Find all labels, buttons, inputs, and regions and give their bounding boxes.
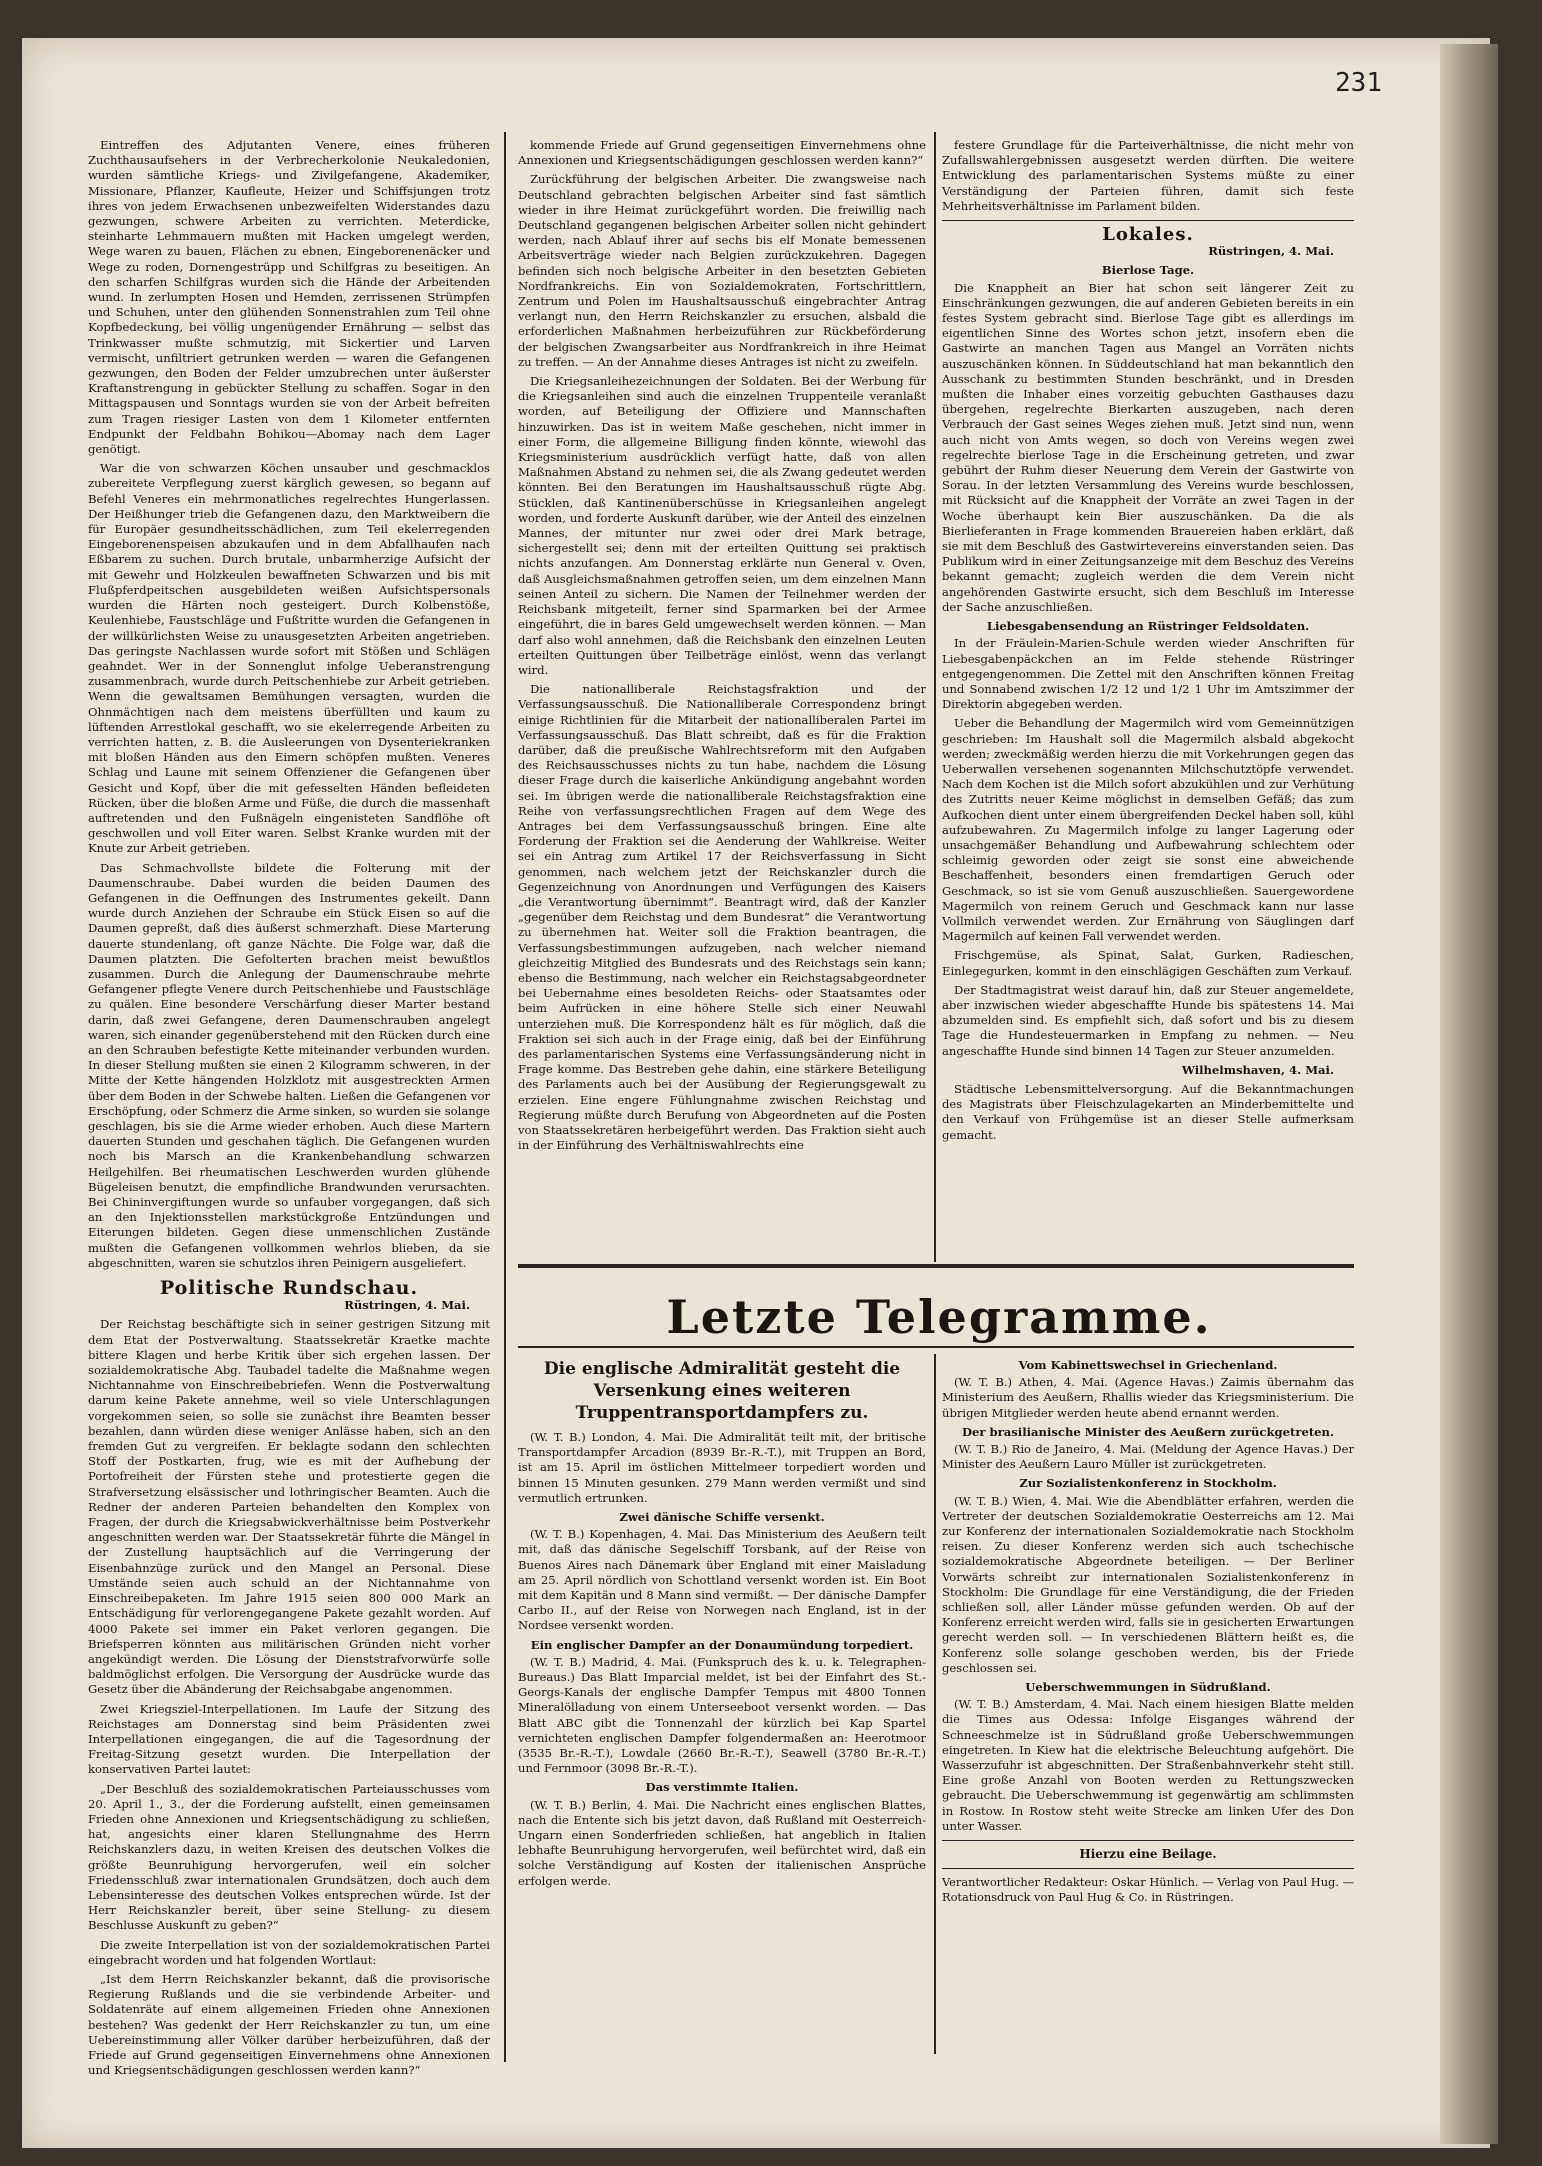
col1-article [88,138,490,1271]
telegram-paragraph: (W. T. B.) Wien, 4. Mai. Wie die Abendblätter erfahren, werden die Vertreter der deutschen Sozialdemokratie Oesterreichs am 12. Mai zur Konferenz der internationalen Sozialdemokratie nach Stockholm reisen. Zu dieser Konferenz werden sich auch tschechische sozialdemokratische Abgeordnete beteiligen. — Der Berliner Vorwärts schreibt zur internationalen Sozialistenkonferenz in Stockholm: Die Grundlage für eine Verständigung, die der Frieden schließen soll, aller Länder müsse gefunden werden. Ob auf der Konferenz erreicht werden wird, falls sie in gesicherten Erwartungen gerecht werden soll. — In verschiedenen Blättern heißt es, die Konferenz solle solange geschoben werden, bis der Friede geschlossen sei. [942,1493,1354,1675]
telegram-paragraph: (W. T. B.) Madrid, 4. Mai. (Funkspruch des k. u. k. Telegraphen-Bureaus.) Das Blatt Imparcial meldet, ist bei der Einfahrt des St.-Georgs-Kanals der englische Dampfer Tempus mit 4800 Tonnen Mineralölladung von einem Unterseeboot versenkt worden. — Das Blatt ABC gibt die Tonnenzahl der kürzlich bei Kap Spartel vernichteten englischen Dampfer folgendermaßen an: Heerotmoor (3535 Br.-R.-T.), Lowdale (2660 Br.-R.-T.), Seawell (3780 Br.-R.-T.) und Fernmoor (3098 Br.-R.-T.). [518,1654,926,1776]
col1-paragraph: Eintreffen des Adjutanten Venere, eines früheren Zuchthausaufsehers in der Verbrecherkolonie Neukaledonien, wurden sämtliche Kriegs- und Zivilgefangene, Akademiker, Missionare, Pflanzer, Kaufleute, Heizer und Schiffsjungen trotz ihres von jedem Erwachsenen unbezweifelten Widerstandes dazu gezwungen, schwere Arbeiten zu verrichten. Meterdicke, steinharte Lehmmauern mußten mit Hacken umgelegt werden, Wege waren zu bauen, Flächen zu ebnen, Eingeborenenäcker und Wege zu roden, Dornengestrüpp und Schilfgras zu beseitigen. An den scharfen Schilfgras wurden sich die Hände der Arbeitenden wund. In zerlumpten Hosen und Hemden, zerrissenen Strümpfen und Schuhen, unter den glühenden Sonnenstrahlen zum Teil ohne Kopfbedeckung, bei völlig ungenügender Ernährung — selbst das Trinkwasser mußte schmutzig, mit Sickertier und Larven vermischt, unfiltriert getrunken werden — waren die Gefangenen gezwungen, den Boden der Felder umzubrechen unter äußerster Kraftanstrengung in gebückter Stellung zu schaffen. Sogar in den Mittagspausen und Sonntags wurden sie von der Arbeit befreiten zum Tragen riesiger Lasten von dem 1 Kilometer entfernten Endpunkt der Feldbahn Bohikou—Abomay nach dem Lager genötigt. [88,138,490,457]
telegramme-title: Letzte Telegramme. [666,1290,1212,1344]
dateline: Wilhelmshaven, 4. Mai. [1181,1062,1334,1077]
telegram-paragraph: (W. T. B.) Athen, 4. Mai. (Agence Havas.) Zaimis übernahm das Ministerium des Aeußern, Rhallis wieder das Kriegsministerium. Die übrigen Mitglieder werden heute abend ernannt werden. [942,1375,1354,1420]
lead-headline: Die englische Admiralität gesteht die Versenkung eines weiteren Truppentransportdampfers zu. [543,1359,901,1423]
column-rule [504,132,506,2062]
section-rule [942,1840,1354,1841]
telegram-subhead: Vom Kabinettswechsel in Griechenland. [1018,1358,1278,1372]
book-binding-edge [1440,44,1498,2144]
col2-paragraph: Die Kriegsanleihezeichnungen der Soldaten. Bei der Werbung für die Kriegsanleihen sind auch die einzelnen Truppenteile veranlaßt worden, auf Beteiligung der Offiziere und Mannschaften hinzuwirken. Das ist in weitem Maße geschehen, nicht immer in einer Form, die allgemeine Billigung finden könnte, wiewohl das Kriegsministerium ausdrücklich verfügt hatte, daß von allen Maßnahmen Abstand zu nehmen sei, die als Zwang gedeutet werden könnten. Bei den Beratungen im Haushaltsausschuß rügte Abg. Stücklen, daß Kantinenüberschüsse in Kriegsanleihen angelegt worden, und forderte Auskunft darüber, wie der Anteil des einzelnen Mannes, der mitunter nur zwei oder drei Mark betrage, sichergestellt sei; denn mit der erteilten Quittung sei praktisch nichts anzufangen. Am Donnerstag erklärte nun General v. Oven, daß Ausgleichsmaßnahmen getroffen seien, um dem einzelnen Mann seinen Anteil zu sichern. Die Namen der Teilnehmer werden der Reichsbank mitgeteilt, ferner sind Sparmarken bei der Armee eingeführt, die in bares Geld umgewechselt werden können. — Man darf also wohl annehmen, daß die Reichsbank den einzelnen Leuten erteilten Quittungen über Teilbeträge einlöst, wenn das verlangt wird. [518,374,926,677]
section-title: Lokales. [1102,224,1194,246]
lokales-paragraph: Frischgemüse, als Spinat, Salat, Gurken, Radieschen, Einlegegurken, kommt in den einschlägigen Geschäften zum Verkauf. [942,948,1354,978]
telegram-paragraph: (W. T. B.) Rio de Janeiro, 4. Mai. (Meldung der Agence Havas.) Der Minister des Aeußern Lauro Müller ist zurückgetreten. [942,1442,1354,1472]
col1-paragraph: War die von schwarzen Köchen unsauber und geschmacklos zubereitete Verpflegung zuerst kärglich gewesen, so begann auf Befehl Veneres ein mehrmonatliches regelrechtes Hungerlassen. Der Heißhunger trieb die Gefangenen dazu, den Marktweibern die für Europäer gesundheitsschädlichen, zum Teil ekelerregenden Eingeborenenspeisen abzukaufen und in dem Abfallhaufen nach Eßbarem zu suchen. Durch brutale, unbarmherzige Aufsicht der mit Gewehr und Holzkeulen bewaffneten Schwarzen und bis mit Flußpferdpeitschen ausgebildeten weißen Aufsichtspersonals wurden die Härten noch gesteigert. Durch Kolbenstöße, Keulenhiebe, Faustschläge und Fußtritte wurden die Gefangenen in der willkürlichsten Weise zu unausgesetzten Arbeiten angetrieben. Das geringste Nachlassen wurde sofort mit Stößen und Schlägen geahndet. Wer in der Sonnenglut infolge Ueberanstrengung zusammenbrach, wurde durch Peitschenhiebe zur Arbeit getrieben. Wenn die gewaltsamen Bemühungen versagten, wurden die Ohnmächtigen nach dem meistens überfüllten und kaum zu lüftenden Arrestlokal geschafft, wo sie ekelerregende Arbeiten zu verrichten hatten, z. B. die Ausleerungen von Dysenteriekranken mit bloßen Händen aus den Eimern schöpfen mußten. Veneres Schlag und Laune mit seinem Offenziener die Gefangenen über Gesicht und Kopf, über die mit gefesselten Händen befleideten Rücken, über die bloßen Arme und Füße, die durch die massenhaft auftretenden und den Fußnägeln eingenisteten Sandflöhe oft geschwollen und voll Eiter waren. Selbst Kranke wurden mit der Knute zur Arbeit getrieben. [88,461,490,856]
telegram-paragraph: (W. T. B.) London, 4. Mai. Die Admiralität teilt mit, der britische Transportdampfer Arcadion (8939 Br.-R.-T.), mit Truppen an Bord, ist am 15. April im östlichen Mittelmeer torpediert worden und binnen 15 Minuten gesunken. 279 Mann werden vermißt und sind vermutlich ertrunken. [518,1430,926,1505]
dateline: Rüstringen, 4. Mai. [1208,244,1334,259]
column-rule [934,132,936,1262]
politische-paragraph: Zwei Kriegsziel-Interpellationen. Im Laufe der Sitzung des Reichstages am Donnerstag sind beim Präsidenten zwei Interpellationen eingegangen, die auf die Tagesordnung der Freitag-Sitzung gesetzt wurden. Die Interpellation der konservativen Partei lautet: [88,1701,490,1777]
beilage-note: Hierzu eine Beilage. [1079,1847,1217,1862]
col1-paragraph: Das Schmachvollste bildete die Folterung mit der Daumenschraube. Dabei wurden die beiden Daumen des Gefangenen in die Oeffnungen des Instrumentes gekeilt. Dann wurde durch Anziehen der Schraube ein Stück Eisen so auf die Daumen gepreßt, daß dies äußerst schmerzhaft. Diese Marterung dauerte stundenlang, oft ganze Nächte. Die Folge war, daß die Daumen platzten. Die Gefolterten brachen meist bewußtlos zusammen. Durch die Anlegung der Daumenschraube mehrte Gefangener pflegte Venere durch Peitschenhiebe und Faustschläge zu quälen. Eine besondere Verschärfung dieser Marter bestand darin, daß zwei Gefangene, deren Daumenschrauben angelegt waren, sich einander gegenüberstehend mit den Rücken durch eine an den Schrauben befestigte Kette miteinander verbunden wurden. In dieser Stellung mußten sie einen 2 Kilogramm schweren, in der Mitte der Kette hängenden Holzklotz mit ausgestreckten Armen über dem Boden in der Schwebe halten. Ließen die Gefangenen vor Erschöpfung, oder Schmerz die Arme sinken, so wurden sie solange geschlagen, bis sie die Arme wieder erhoben. Auch diese Martern dauerten Stunden und geschahen täglich. Die Gefangenen wurden noch bis Marsch an die Krankenbehandlung schwarzen Heilgehilfen. Bei rheumatischen Leschwerden wurden glühende Bügeleisen benutzt, die empfindliche Brandwunden verursachten. Bei Chininvergiftungen wurde so unfauber vorgegangen, daß sich an den Injektionsstellen markstückgroße Entzündungen und Eiterungen bildeten. Gegen diese unmenschlichen Zustände mußten die Gefangenen vollkommen wehrlos blieben, da sie abgeschnitten, waren sie schutzlos ihren Peinigern ausgeliefert. [88,860,490,1270]
lokales-paragraph: Ueber die Behandlung der Magermilch wird vom Gemeinnützigen geschrieben: Im Haushalt soll die Magermilch alsbald abgekocht werden; zweckmäßig werden hierzu die mit Vorkehrungen gegen das Ueberwallen versehenen sogenannten Milchschutztöpfe verwendet. Nach dem Kochen ist die Milch sofort abzukühlen und zur Verhütung des Zutritts neuer Keime möglichst in demselben Gefäß; das zum Aufkochen dient unter einem übergreifenden Deckel haben soll, kühl aufzubewahren. Zu Magermilch infolge zu langer Lagerung oder unsachgemäßer Behandlung und Aufbewahrung schlechtem oder schleimig geworden oder zeigt sie sonst eine abweichende Beschaffenheit, besonders einen fremdartigen Geruch oder Geschmack, so ist sie vom Genuß auszuschließen. Sauergewordene Magermilch von reinem Geruch und Geschmack kann nur lasse Vollmilch verwendet werden. Zur Ernährung von Säuglingen darf Magermilch auf keinen Fall verwendet werden. [942,716,1354,944]
imprint: Verantwortlicher Redakteur: Oskar Hünlich. — Verlag von Paul Hug. — Rotationsdruck von Paul Hug & Co. in Rüstringen. [942,1875,1354,1905]
telegram-subhead: Ein englischer Dampfer an der Donaumündung torpediert. [530,1637,914,1652]
col2-paragraph: Zurückführung der belgischen Arbeiter. Die zwangsweise nach Deutschland gebrachten belgischen Arbeiter sind fast sämtlich wieder in ihre Heimat zurückgeführt worden. Die freiwillig nach Deutschland gegangenen belgischen Arbeiter sollen nicht gehindert werden, nach Ablauf ihrer auf sechs bis elf Monate bemessenen Arbeitsverträge wieder nach Belgien zurückzukehren. Dagegen befinden sich noch belgische Arbeiter in den besetzten Gebieten Nordfrankreichs. Ein von Sozialdemokraten, Fortschrittlern, Zentrum und Polen im Haushaltsausschuß eingebrachter Antrag verlangt nun, den Herrn Reichskanzler zu ersuchen, alsbald die erforderlichen Maßnahmen herbeizuführen zur Rückbeförderung der belgischen Zwangsarbeiter aus Nordfrankreich in ihre Heimat zu treffen. — An der Annahme dieses Antrages ist nicht zu zweifeln. [518,172,926,369]
lokales-paragraph: In der Fräulein-Marien-Schule werden wieder Anschriften für Liebesgabenpäckchen an im Felde stehende Rüstringer entgegengenommen. Die Zettel mit den Anschriften können Freitag und Sonnabend zwischen 1/2 12 und 1/2 1 Uhr im Amtszimmer der Direktorin abgegeben werden. [942,636,1354,712]
article-subhead: Bierlose Tage. [1101,263,1195,278]
telegram-paragraph: (W. T. B.) Kopenhagen, 4. Mai. Das Ministerium des Aeußern teilt mit, daß das dänische Segelschiff Torsbank, auf der Reise von Buenos Aires nach Dänemark über England mit einer Maisladung am 25. April nördlich von Schottland versenkt worden ist. Ein Boot mit dem Kapitän und 8 Mann sind vermißt. — Der dänische Dampfer Carbo II., auf der Reise von Norwegen nach England, ist in der Nordsee versenkt worden. [518,1527,926,1633]
column-rule [934,1354,936,2054]
section-title: Politische Rundschau. [159,1277,419,1300]
article-subhead: Liebesgabensendung an Rüstringer Feldsoldaten. [986,619,1310,634]
col3-paragraph: festere Grundlage für die Parteiverhältnisse, die nicht mehr von Zufallswahlergebnissen ausgesetzt werden dürften. Die weitere Entwicklung des parlamentarischen Systems müßte zu einer Verständigung der Parteien führen, damit sich feste Mehrheitsverhältnisse im Parlament bilden. [942,138,1354,213]
telegram-subhead: Das verstimmte Italien. [645,1780,799,1795]
telegramme-bottom-rule [518,1346,1354,1348]
column-2 [518,138,926,1253]
telegram-subhead: Zwei dänische Schiffe versenkt. [619,1510,825,1525]
politische-paragraph: Die zweite Interpellation ist von der sozialdemokratischen Partei eingebracht worden und hat folgenden Wortlaut: [88,1937,490,1967]
col2-paragraph: Die nationalliberale Reichstagsfraktion und der Verfassungsausschuß. Die Nationalliberale Correspondenz bringt einige Richtlinien für die Mitarbeit der nationalliberalen Partei im Verfassungsausschuß. Das Blatt schreibt, daß es für die Fraktion darüber, daß die preußische Wahlrechtsreform mit den Aufgaben des Reichsausschusses nichts zu tun habe, nachdem die Lösung dieser Frage durch die kaiserliche Ankündigung angebahnt worden sei. Im übrigen werde die nationalliberale Reichstagsfraktion eine Reihe von verfassungsrechtlichen Fragen auf dem Wege des Antrages bei dem Verfassungsausschuß bringen. Eine alte Forderung der Fraktion sei die Aenderung der Wahlkreise. Weiter sei ein Antrag zum Artikel 17 der Reichsverfassung in Sicht genommen, nach welchem jetzt der Reichskanzler durch die Gegenzeichnung von Anordnungen und Verfügungen des Kaisers „die Verantwortung übernimmt“. Beantragt wird, daß der Kanzler „gegenüber dem Reichstag und dem Bundesrat“ die Verantwortung zu übernehmen hat. Weiter soll die Fraktion beantragen, die Verfassungsbestimmungen aufzugeben, nach welcher niemand gleichzeitig Mitglied des Bundesrats und des Reichstags sein kann; ebenso die Bestimmung, nach welcher ein Reichstagsabgeordneter bei Uebernahme eines besoldeten Reichs- oder Staatsamtes oder beim Aufrücken in eine höhere Stelle sich einer Neuwahl unterziehen muß. Die Korrespondenz hält es für möglich, daß die Fraktion sei sich auch in der Frage einig, daß bei der Einführung des parlamentarischen Systems eine Verfassungsänderung nicht in Frage komme. Das Bestreben gehe dahin, eine stärkere Beteiligung des Parlaments auch bei der Ausübung der Regierungsgewalt zu erzielen. Eine engere Fühlungnahme zwischen Reichstag und Regierung müßte durch Berufung von Abgeordneten auf die Posten von Staatssekretären herbeigeführt werden. Das Fraktion sieht auch in der Einführung des Verhältniswahlrechts eine [518,682,926,1153]
telegram-subhead: Der brasilianische Minister des Aeußern zurückgetreten. [961,1424,1335,1439]
lokales-paragraph: Der Stadtmagistrat weist darauf hin, daß zur Steuer angemeldete, aber inzwischen wieder abgeschaffte Hunde bis spätestens 14. Mai abzumelden sind. Es empfiehlt sich, daß sofort und bis zu diesem Tage die Hundesteuermarken in Empfang zu nehmen. — Neu angeschaffte Hunde sind binnen 14 Tagen zur Steuer anzumelden. [942,982,1354,1058]
telegram-paragraph: (W. T. B.) Berlin, 4. Mai. Die Nachricht eines englischen Blattes, nach die Entente sich bis jetzt davon, daß Rußland mit Oesterreich-Ungarn einen Sonderfrieden schließen, hat angeblich in Italien lebhafte Beunruhigung hervorgerufen, weil befürchtet wird, daß ein solche Verständigung auf Kosten der italienischen Ansprüche erfolgen werde. [518,1797,926,1888]
politische-paragraph: Der Reichstag beschäftigte sich in seiner gestrigen Sitzung mit dem Etat der Postverwaltung. Staatssekretär Kraetke machte bittere Klagen und herbe Kritik über sich ergehen lassen. Der sozialdemokratische Abg. Taubadel tadelte die Maßnahme wegen Nichtannahme von Einschreibebriefen. Wenn die Postverwaltung darum keine Pakete annehme, weil so viele Unterschlagungen vorgekommen seien, so solle sie zunächst ihre Beamten besser bezahlen, dann würden diese weniger Anlässe haben, sich an den fremden Gut zu vergreifen. Er beklagte sodann den schlechten Stoff der Postkarten, frug, wie es mit der Aufhebung der Portofreiheit der Fürsten stehe und protestierte gegen die Strafversetzung elsässischer und lothringischer Beamten. Auch die Redner der anderen Parteien behandelten den Komplex von Fragen, der durch die Kriegsabwickverhältnisse beim Postverkehr angeschnitten werden war. Der Staatssekretär führte die Mängel in der Zustellung hauptsächlich auf die Verringerung der Eisenbahnzüge zurück und den Mangel an Personal. Diese Umstände seien auch schuld an der Nichtannahme von Einschreibepaketen. Im Jahre 1915 seien 800 000 Mark an Entschädigung für verlorengegangene Pakete gezahlt worden. Auf 4000 Pakete sei immer ein Paket verloren gegangen. Die Briefsperren könnten aus militärischen Gründen nicht vorher angekündigt werden. Die Lösung der Dienststrafvorwürfe solle baldmöglichst erfolgen. Die Versorgung der Ausdrücke wurde das Gesetz über die Abänderung der Reichsabgabe angenommen. [88,1317,490,1697]
dateline: Rüstringen, 4. Mai. [344,1298,470,1313]
politische-paragraph: „Ist dem Herrn Reichskanzler bekannt, daß die provisorische Regierung Rußlands und die sie verbindende Arbeiter- und Soldatenräte auf einem allgemeinen Frieden ohne Annexionen bestehen? Was gedenkt der Herr Reichskanzler zu tun, um eine Uebereinstimmung aller Völker darüber herbeizuführen, daß der Friede auf Grund gegenseitigen Einvernehmens ohne Annexionen und Kriegsentschädigungen geschlossen werden kann?“ [88,1971,490,2078]
lokales-paragraph: Städtische Lebensmittelversorgung. Auf die Bekanntmachungen des Magistrats über Fleischzulagekarten an Minderbemittelte und den Verkauf von Frühgemüse ist an dieser Stelle aufmerksam gemacht. [942,1081,1354,1142]
lokales-paragraph: Die Knappheit an Bier hat schon seit längerer Zeit zu Einschränkungen gezwungen, die auf anderen Gebieten bereits in ein festes System gebracht sind. Bierlose Tage gibt es allerdings im eigentlichen Sinne des Wortes schon jetzt, insofern eben die Gastwirte an manchen Tagen aus Mangel an Vorräten nichts auszuschänken können. In Süddeutschland hat man bekanntlich den Ausschank zu bestimmten Stunden beschränkt, und in Dresden mußten die Inhaber eines vorzeitig gebuchten Gasthauses dazu übergehen, regelrechte Bierkarten auszugeben, nach deren Verbrauch der Gast seines Weges ziehen muß. Jetzt sind nun, wenn auch nicht von Amts wegen, so doch von Vereins wegen zwei regelrechte bierlose Tage in die Erscheinung getreten, und zwar gebührt der Ruhm dieser Neuerung dem Verein der Gastwirte von Sorau. In der letzten Versammlung des Vereins wurde beschlossen, mit Rücksicht auf die Knappheit der Vorräte an zwei Tagen in der Woche überhaupt kein Bier auszuschänken. Da die als Bierlieferanten in Frage kommenden Brauereien haben erklärt, daß sie mit dem Beschluß des Gastwirtevereins einverstanden seien. Das Publikum wird in einer Zeitungsanzeige mit dem Beschuz des Vereins bekannt gemacht; zugleich werden die dem Verein nicht angehörenden Gastwirte ersucht, sich dem Beschluß im Interesse der Sache anzuschließen. [942,280,1354,614]
section-rule [942,220,1354,221]
politische-paragraph: „Der Beschluß des sozialdemokratischen Parteiausschusses vom 20. April 1., 3., der die Forderung aufstellt, einen gemeinsamen Frieden ohne Annexionen und Kriegsentschädigung zu schließen, hat, angesichts einer klaren Stellungnahme des Herrn Reichskanzlers dazu, in weiten Kreisen des deutschen Volkes die größte Beunruhigung hervorgerufen, weil ein solcher Friedensschluß zwar internationalen Grundsätzen, doch auch dem Lebensinteresse des deutschen Volkes entsprechen würde. Ist der Herr Reichskanzler bereit, über seine Stellung- zu diesem Beschlusse Auskunft zu geben?“ [88,1781,490,1933]
telegramme-top-rule [518,1264,1354,1268]
telegram-subhead: Zur Sozialistenkonferenz in Stockholm. [1019,1476,1277,1491]
column-3 [942,138,1354,1253]
col2-paragraph: kommende Friede auf Grund gegenseitigen Einvernehmens ohne Annexionen und Kriegsentschädigungen geschlossen werden kann?“ [518,138,926,168]
telegram-paragraph: (W. T. B.) Amsterdam, 4. Mai. Nach einem hiesigen Blatte melden die Times aus Odessa: Infolge Eisganges während der Schneeschmelze ist in Südrußland große Ueberschwemmungen eingetreten. In Kiew hat die elektrische Beleuchtung aufgehört. Die Wasserzufuhr ist abgeschnitten. Der Straßenbahnverkehr steht still. Eine große Anzahl von Booten werden zu Rettungszwecken gebraucht. Die Ueberschwemmung ist gegenwärtig am schlimmsten in Rostow. In Rostow steht weite Strecke am linken Ufer des Don unter Wasser. [942,1697,1354,1833]
column-1 [88,138,490,2082]
politische-rundschau-section [88,1277,490,2078]
telegram-subhead: Ueberschwemmungen in Südrußland. [1025,1680,1271,1695]
telegramme-right-column [942,1354,1354,2054]
telegramme-left-column [518,1354,926,2054]
page-number: 231 [1335,68,1382,98]
section-rule [942,1868,1354,1869]
